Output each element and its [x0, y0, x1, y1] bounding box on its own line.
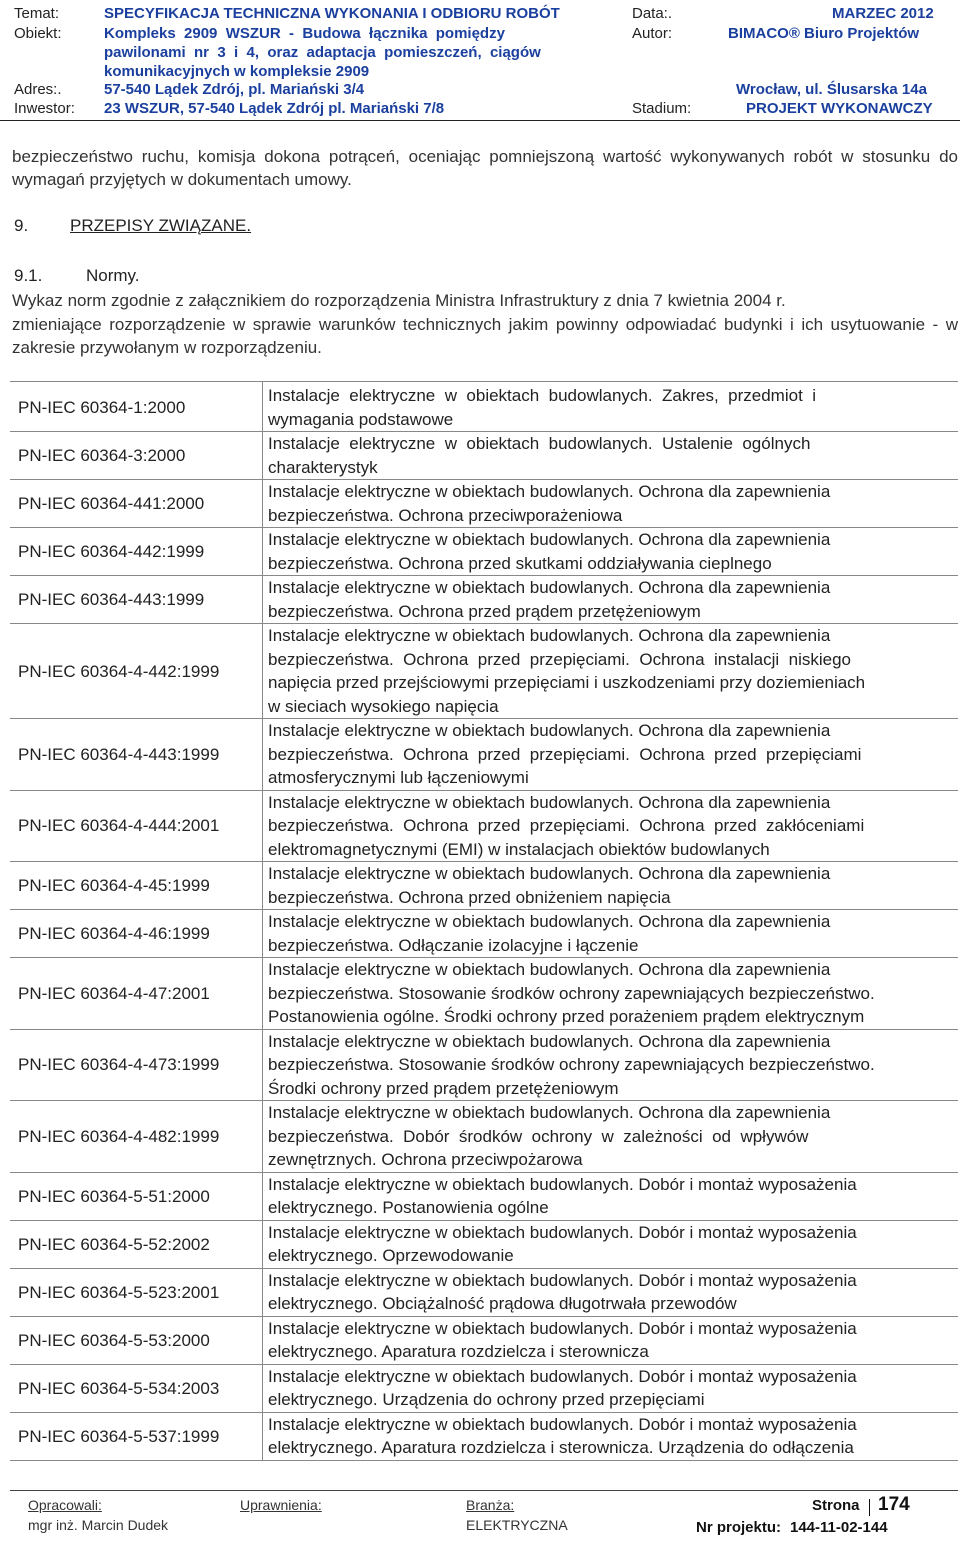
- norm-description-line: Instalacje elektryczne w obiektach budowlanych. Ochrona dla zapewnienia: [268, 864, 831, 883]
- data-label: Data:.: [632, 5, 673, 22]
- norm-code: PN-IEC 60364-1:2000: [18, 398, 186, 417]
- norm-description-line: elektrycznego. Aparatura rozdzielcza i sterownicza. Urządzenia do odłączenia: [268, 1438, 854, 1457]
- norm-description-line: Instalacje elektryczne w obiektach budowlanych. Dobór i montaż wyposażenia: [268, 1222, 857, 1242]
- norm-description-line: Instalacje elektryczne w obiektach budowlanych. Ochrona dla zapewnienia: [268, 792, 831, 812]
- norm-description-line: Instalacje elektryczne w obiektach budowlanych. Dobór i montaż wyposażenia: [268, 1270, 857, 1290]
- norm-code: PN-IEC 60364-5-52:2002: [18, 1234, 210, 1254]
- strona-label: Strona: [812, 1497, 860, 1514]
- norm-description-line: elektrycznego. Obciążalność prądowa długotrwała przewodów: [268, 1294, 737, 1313]
- section-9-1-title: Normy.: [86, 266, 140, 285]
- norm-code: PN-IEC 60364-4-45:1999: [18, 876, 210, 895]
- norm-description-line: Instalacje elektryczne w obiektach budowlanych. Ochrona dla zapewnienia: [268, 482, 831, 501]
- norm-description-line: atmosferycznymi lub łączeniowymi: [268, 768, 529, 787]
- norm-description-line: bezpieczeństwa. Ochrona przed przepięciami. Ochrona przed zakłóceniami: [268, 816, 865, 835]
- norm-code: PN-IEC 60364-4-46:1999: [18, 924, 210, 943]
- norm-description-line: bezpieczeństwa. Ochrona przed przepięciami. Ochrona instalacji niskiego: [268, 649, 852, 669]
- norm-description-line: bezpieczeństwa. Stosowanie środków ochrony zapewniających bezpieczeństwo.: [268, 983, 875, 1003]
- norm-code: PN-IEC 60364-4-473:1999: [18, 1055, 220, 1075]
- branza-label: Branża:: [466, 1497, 515, 1513]
- norm-description: [268, 1101, 956, 1172]
- norm-description: [268, 576, 956, 623]
- norm-description-line: w sieciach wysokiego napięcia: [268, 696, 499, 716]
- obiekt-value-line2: pawilonami nr 3 i 4, oraz adaptacja pomieszczeń, ciągów: [104, 44, 541, 61]
- norm-code: PN-IEC 60364-4-442:1999: [18, 661, 220, 681]
- norms-column-divider: [262, 381, 263, 1460]
- norm-description-line: Postanowienia ogólne. Środki ochrony przed porażeniem prądem elektrycznym: [268, 1007, 865, 1026]
- wykaz-line2: zmieniające rozporządzenie w sprawie warunków technicznych jakim powinny odpowiadać budynki i ich usytuowanie - w zakresie przywołanym w rozporządzeniu.: [12, 315, 958, 357]
- norm-description-line: Instalacje elektryczne w obiektach budowlanych. Ochrona dla zapewnienia: [268, 578, 831, 597]
- inwestor-value: 23 WSZUR, 57-540 Lądek Zdrój pl. Mariański 7/8: [104, 100, 445, 117]
- norm-code: PN-IEC 60364-4-444:2001: [18, 816, 220, 836]
- norm-description-line: Instalacje elektryczne w obiektach budowlanych. Ochrona dla zapewnienia: [268, 626, 831, 645]
- norm-code: PN-IEC 60364-5-51:2000: [18, 1186, 210, 1206]
- obiekt-label: Obiekt:: [14, 25, 62, 42]
- norm-description-line: zewnętrznych. Ochrona przeciwpożarowa: [268, 1150, 583, 1169]
- norm-description-line: elektrycznego. Oprzewodowanie: [268, 1246, 514, 1265]
- temat-value: SPECYFIKACJA TECHNICZNA WYKONANIA I ODBIORU ROBÓT: [104, 5, 560, 22]
- norm-code: PN-IEC 60364-5-523:2001: [18, 1282, 220, 1302]
- norm-description: [268, 958, 956, 1029]
- adres-value: 57-540 Lądek Zdrój, pl. Mariański 3/4: [104, 81, 365, 98]
- section-9-title: PRZEPISY ZWIĄZANE.: [70, 216, 252, 235]
- norm-description: [268, 1030, 956, 1101]
- norm-description-line: Instalacje elektryczne w obiektach budowlanych. Zakres, przedmiot i: [268, 386, 817, 405]
- opracowal-value: mgr inż. Marcin Dudek: [28, 1517, 169, 1533]
- norm-code: PN-IEC 60364-441:2000: [18, 494, 205, 513]
- nr-projektu-label: Nr projektu:: [696, 1519, 782, 1536]
- norm-description-line: Instalacje elektryczne w obiektach budowlanych. Ochrona dla zapewnienia: [268, 1103, 831, 1122]
- branza-value: ELEKTRYCZNA: [466, 1517, 568, 1533]
- page-number-separator: [869, 1499, 870, 1516]
- norm-description-line: elektromagnetycznymi (EMI) w instalacjach obiektów budowlanych: [268, 839, 770, 859]
- nr-projektu-value: 144-11-02-144: [790, 1519, 888, 1536]
- norm-description-line: Instalacje elektryczne w obiektach budowlanych. Ustalenie ogólnych: [268, 434, 811, 453]
- data-value: MARZEC 2012: [832, 5, 934, 22]
- norm-description-line: Instalacje elektryczne w obiektach budowlanych. Ochrona dla zapewnienia: [268, 530, 831, 549]
- norm-description: [268, 862, 956, 909]
- autor-value: BIMACO® Biuro Projektów: [728, 25, 920, 42]
- norm-description: [268, 1173, 956, 1220]
- inwestor-label: Inwestor:: [14, 100, 75, 117]
- norm-description: [268, 1317, 956, 1364]
- norm-description-line: bezpieczeństwa. Ochrona przed prądem przetężeniowym: [268, 601, 701, 621]
- norm-code: PN-IEC 60364-4-443:1999: [18, 744, 220, 764]
- footer-divider: [10, 1490, 958, 1491]
- norm-code: PN-IEC 60364-5-537:1999: [18, 1426, 220, 1446]
- header-divider: [0, 120, 960, 121]
- wykaz-line1: Wykaz norm zgodnie z załącznikiem do rozporządzenia Ministra Infrastruktury z dnia 7 kwietnia 2004 r.: [12, 291, 786, 310]
- obiekt-value-line3: komunikacyjnych w kompleksie 2909: [104, 63, 370, 80]
- norm-description: [268, 791, 956, 862]
- norm-description-line: Instalacje elektryczne w obiektach budowlanych. Ochrona dla zapewnienia: [268, 721, 831, 740]
- norm-description-line: Instalacje elektryczne w obiektach budowlanych. Ochrona dla zapewnienia: [268, 1031, 831, 1051]
- norm-description: [268, 1269, 956, 1316]
- norm-description-line: Środki ochrony przed prądem przetężeniowym: [268, 1078, 619, 1098]
- norm-description-line: bezpieczeństwa. Stosowanie środków ochrony zapewniających bezpieczeństwo.: [268, 1055, 875, 1074]
- norm-description-line: charakterystyk: [268, 457, 378, 477]
- opracowal-label: Opracowali:: [28, 1497, 102, 1513]
- norm-description-line: bezpieczeństwa. Ochrona przed obniżeniem napięcia: [268, 887, 671, 907]
- autor-address: Wrocław, ul. Ślusarska 14a: [736, 81, 927, 98]
- norm-description-line: bezpieczeństwa. Ochrona przed przepięciami. Ochrona przed przepięciami: [268, 744, 862, 764]
- uprawnienia-label: Uprawnienia:: [240, 1497, 322, 1513]
- norms-table-top-border: [10, 381, 958, 382]
- autor-label: Autor:: [632, 25, 673, 42]
- norm-description: [268, 910, 956, 957]
- norm-description-line: bezpieczeństwa. Ochrona przeciwporażeniowa: [268, 505, 623, 525]
- norm-description-line: elektrycznego. Urządzenia do ochrony przed przepięciami: [268, 1390, 705, 1409]
- norm-description-line: elektrycznego. Aparatura rozdzielcza i sterownicza: [268, 1342, 649, 1361]
- page-number: 174: [878, 1494, 910, 1515]
- norm-code: PN-IEC 60364-5-534:2003: [18, 1378, 220, 1398]
- norm-code: PN-IEC 60364-442:1999: [18, 542, 205, 561]
- intro-paragraph: bezpieczeństwo ruchu, komisja dokona potrąceń, oceniając pomniejszoną wartość wykonywanych robót w stosunku do wymagań przyjętych w dokumentach umowy.: [12, 147, 958, 189]
- norm-description: [268, 432, 956, 479]
- norm-code: PN-IEC 60364-3:2000: [18, 446, 186, 465]
- norm-description: [268, 1413, 956, 1460]
- norm-code: PN-IEC 60364-4-47:2001: [18, 983, 210, 1003]
- norm-description-line: bezpieczeństwa. Odłączanie izolacyjne i łączenie: [268, 935, 639, 955]
- norm-description: [268, 1365, 956, 1412]
- norm-description-line: Instalacje elektryczne w obiektach budowlanych. Ochrona dla zapewnienia: [268, 960, 831, 979]
- norm-description-line: Instalacje elektryczne w obiektach budowlanych. Dobór i montaż wyposażenia: [268, 1366, 857, 1386]
- stadium-label: Stadium:: [632, 100, 692, 117]
- obiekt-value-line1: Kompleks 2909 WSZUR - Budowa łącznika pomiędzy: [104, 25, 505, 42]
- norm-description: [268, 480, 956, 527]
- section-9-number: 9.: [14, 216, 29, 235]
- norm-description-line: bezpieczeństwa. Ochrona przed skutkami oddziaływania cieplnego: [268, 553, 772, 573]
- adres-label: Adres:.: [14, 81, 62, 98]
- norm-description-line: wymagania podstawowe: [268, 409, 454, 429]
- norm-description-line: bezpieczeństwa. Dobór środków ochrony w zależności od wpływów: [268, 1126, 809, 1146]
- norm-description-line: Instalacje elektryczne w obiektach budowlanych. Ochrona dla zapewnienia: [268, 912, 831, 931]
- norm-description: [268, 528, 956, 575]
- norm-code: PN-IEC 60364-443:1999: [18, 590, 205, 609]
- norm-row-divider: [10, 1460, 958, 1461]
- norm-description-line: Instalacje elektryczne w obiektach budowlanych. Dobór i montaż wyposażenia: [268, 1174, 857, 1194]
- norm-description: [268, 384, 956, 431]
- norm-description: [268, 624, 956, 718]
- norm-code: PN-IEC 60364-4-482:1999: [18, 1126, 220, 1146]
- norm-description: [268, 719, 956, 790]
- temat-label: Temat:: [14, 5, 60, 22]
- norm-description-line: napięcia przed przejściowymi przepięciami i uszkodzeniami przy doziemieniach: [268, 673, 866, 692]
- norm-description-line: Instalacje elektryczne w obiektach budowlanych. Dobór i montaż wyposażenia: [268, 1414, 857, 1434]
- norm-description-line: Instalacje elektryczne w obiektach budowlanych. Dobór i montaż wyposażenia: [268, 1318, 857, 1338]
- norm-description-line: elektrycznego. Postanowienia ogólne: [268, 1198, 549, 1217]
- norm-code: PN-IEC 60364-5-53:2000: [18, 1330, 210, 1350]
- stadium-value: PROJEKT WYKONAWCZY: [746, 100, 933, 117]
- section-9-1-number: 9.1.: [14, 266, 43, 285]
- norm-description: [268, 1221, 956, 1268]
